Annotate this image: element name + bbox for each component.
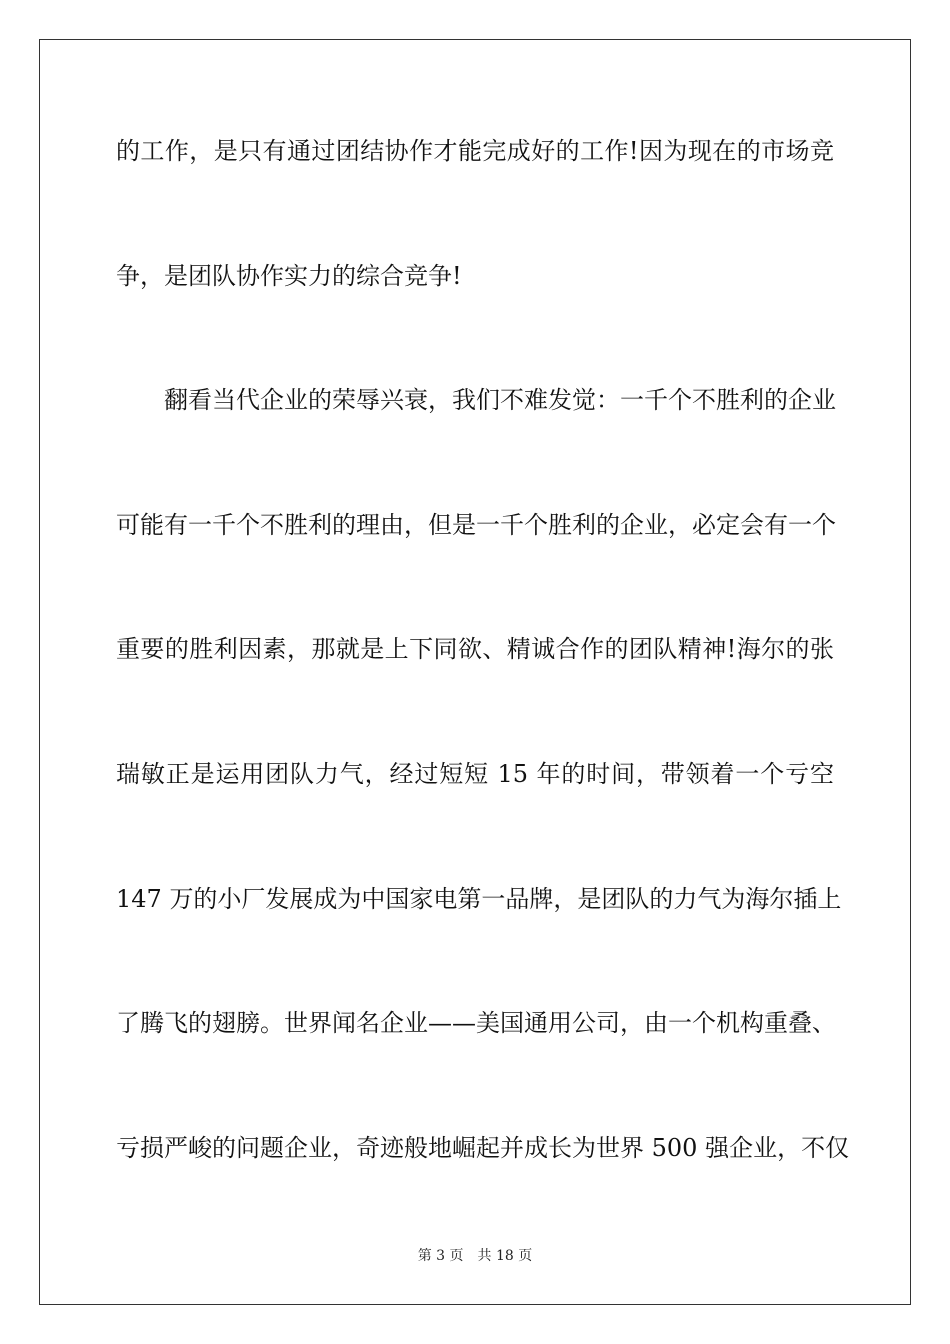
text-line-4: 可能有一千个不胜利的理由，但是一千个胜利的企业，必定会有一个	[116, 510, 836, 539]
text-line-2: 争，是团队协作实力的综合竞争!	[116, 261, 462, 290]
document-body	[116, 128, 850, 1249]
page-number-current: 第 3 页	[417, 1248, 464, 1264]
text-line-7: 147 万的小厂发展成为中国家电第一品牌，是团队的力气为海尔插上	[116, 884, 842, 913]
text-line-9: 亏损严峻的问题企业，奇迹般地崛起并成长为世界 500 强企业，不仅	[116, 1133, 850, 1162]
text-line-8: 了腾飞的翅膀。世界闻名企业——美国通用公司，由一个机构重叠、	[116, 1009, 836, 1038]
text-line-3: 翻看当代企业的荣辱兴衰，我们不难发觉：一千个不胜利的企业	[116, 386, 836, 415]
text-line-1: 的工作，是只有通过团结协作才能完成好的工作!因为现在的市场竞	[116, 137, 834, 165]
page-footer	[0, 1246, 950, 1266]
page-number-total: 共 18 页	[477, 1248, 533, 1264]
text-line-6: 瑞敏正是运用团队力气，经过短短 15 年的时间，带领着一个亏空	[116, 759, 834, 788]
text-line-5: 重要的胜利因素，那就是上下同欲、精诚合作的团队精神!海尔的张	[116, 635, 834, 664]
